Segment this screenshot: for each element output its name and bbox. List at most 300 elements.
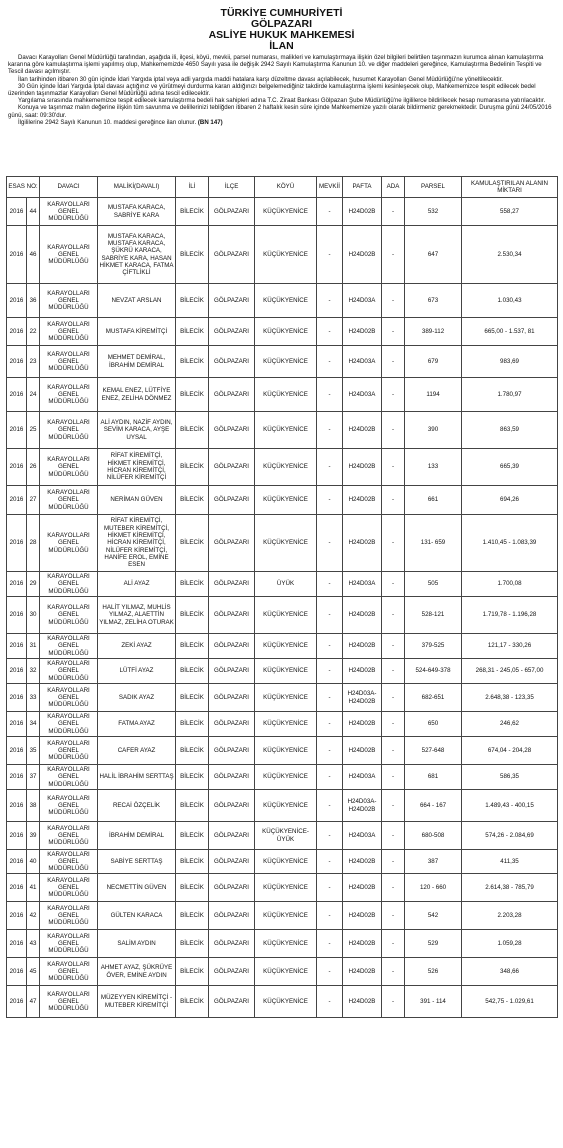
cell-map-sheet: H24D02B <box>343 902 382 930</box>
table-row <box>7 930 558 958</box>
cell-locality: - <box>317 874 343 902</box>
cell-case-no: 35 <box>27 737 40 765</box>
cell-map-sheet: H24D02B <box>343 850 382 874</box>
cell-village: KÜÇÜKYENİCE <box>255 684 317 712</box>
cell-district: GÖLPAZARI <box>209 930 255 958</box>
cell-block: - <box>382 486 405 515</box>
table-row <box>7 572 558 597</box>
cell-parcel: 682-651 <box>405 684 462 712</box>
cell-plaintiff: KARAYOLLARI GENEL MÜDÜRLÜĞÜ <box>40 659 98 684</box>
cell-owner: NECMETTİN GÜVEN <box>98 874 176 902</box>
table-row <box>7 822 558 850</box>
cell-map-sheet: H24D02B <box>343 449 382 486</box>
cell-province: BİLECİK <box>176 198 209 226</box>
cell-area: 1.700,08 <box>462 572 558 597</box>
cell-block: - <box>382 765 405 790</box>
cell-year: 2016 <box>7 284 27 318</box>
cell-locality: - <box>317 822 343 850</box>
cell-map-sheet: H24D02B <box>343 712 382 737</box>
cell-case-no: 26 <box>27 449 40 486</box>
cell-area: 2.530,34 <box>462 226 558 284</box>
cell-area: 348,66 <box>462 958 558 986</box>
cell-plaintiff: KARAYOLLARI GENEL MÜDÜRLÜĞÜ <box>40 412 98 449</box>
cell-province: BİLECİK <box>176 712 209 737</box>
cell-case-no: 31 <box>27 634 40 659</box>
cell-year: 2016 <box>7 659 27 684</box>
cell-village: KÜÇÜKYENİCE <box>255 902 317 930</box>
cell-year: 2016 <box>7 737 27 765</box>
cell-area: 863,59 <box>462 412 558 449</box>
cell-parcel: 524-649-378 <box>405 659 462 684</box>
cell-map-sheet: H24D02B <box>343 659 382 684</box>
cell-year: 2016 <box>7 765 27 790</box>
cell-province: BİLECİK <box>176 930 209 958</box>
cell-province: BİLECİK <box>176 902 209 930</box>
cell-year: 2016 <box>7 318 27 346</box>
cell-case-no: 29 <box>27 572 40 597</box>
cell-owner: MUSTAFA KİREMİTÇİ <box>98 318 176 346</box>
cell-case-no: 28 <box>27 515 40 572</box>
cell-locality: - <box>317 198 343 226</box>
cell-province: BİLECİK <box>176 850 209 874</box>
table-row <box>7 284 558 318</box>
cell-year: 2016 <box>7 572 27 597</box>
expropriation-table <box>6 176 558 1018</box>
cell-locality: - <box>317 378 343 412</box>
cell-map-sheet: H24D02B <box>343 226 382 284</box>
cell-district: GÖLPAZARI <box>209 284 255 318</box>
cell-map-sheet: H24D03A <box>343 284 382 318</box>
cell-block: - <box>382 597 405 634</box>
cell-case-no: 36 <box>27 284 40 318</box>
cell-parcel: 133 <box>405 449 462 486</box>
cell-parcel: 529 <box>405 930 462 958</box>
cell-case-no: 37 <box>27 765 40 790</box>
cell-district: GÖLPAZARI <box>209 412 255 449</box>
cell-village: KÜÇÜKYENİCE <box>255 449 317 486</box>
cell-case-no: 38 <box>27 790 40 822</box>
cell-village: KÜÇÜKYENİCE <box>255 284 317 318</box>
cell-district: GÖLPAZARI <box>209 958 255 986</box>
cell-map-sheet: H24D03A <box>343 572 382 597</box>
cell-area: 674,04 - 204,28 <box>462 737 558 765</box>
cell-parcel: 527-648 <box>405 737 462 765</box>
cell-map-sheet: H24D02B <box>343 486 382 515</box>
cell-owner: MEHMET DEMİRAL, İBRAHİM DEMİRAL <box>98 346 176 378</box>
table-row <box>7 850 558 874</box>
cell-district: GÖLPAZARI <box>209 765 255 790</box>
cell-village: KÜÇÜKYENİCE <box>255 346 317 378</box>
cell-map-sheet: H24D02B <box>343 198 382 226</box>
cell-case-no: 34 <box>27 712 40 737</box>
cell-parcel: 532 <box>405 198 462 226</box>
cell-locality: - <box>317 412 343 449</box>
cell-owner: MÜZEYYEN KİREMİTÇİ - MUTEBER KİREMİTÇİ <box>98 986 176 1018</box>
cell-plaintiff: KARAYOLLARI GENEL MÜDÜRLÜĞÜ <box>40 958 98 986</box>
cell-locality: - <box>317 572 343 597</box>
cell-locality: - <box>317 346 343 378</box>
cell-case-no: 25 <box>27 412 40 449</box>
cell-owner: NEVZAT ARSLAN <box>98 284 176 318</box>
cell-case-no: 32 <box>27 659 40 684</box>
cell-province: BİLECİK <box>176 412 209 449</box>
cell-case-no: 47 <box>27 986 40 1018</box>
table-row <box>7 986 558 1018</box>
table-row <box>7 515 558 572</box>
cell-owner: ALİ AYDIN, NAZİF AYDIN, SEVİM KARACA, AYŞE UYSAL <box>98 412 176 449</box>
table-row <box>7 486 558 515</box>
cell-year: 2016 <box>7 902 27 930</box>
cell-block: - <box>382 318 405 346</box>
cell-village: KÜÇÜKYENİCE <box>255 790 317 822</box>
cell-year: 2016 <box>7 822 27 850</box>
cell-plaintiff: KARAYOLLARI GENEL MÜDÜRLÜĞÜ <box>40 765 98 790</box>
cell-area: 1.489,43 - 400,15 <box>462 790 558 822</box>
cell-block: - <box>382 958 405 986</box>
table-row <box>7 902 558 930</box>
notice-paragraph: Davacı Karayolları Genel Müdürlüğü tarafından, aşağıda ili, ilçesi, köyü, mevkii, parsel numarası, malikleri ve kamulaştırmaya ilişkin özel bilgileri belirtilen taşınmazın kurumca alınan kamulaştırma kararına göre kamulaştırma işlemi yapılmış olup, Mahkememizde 4650 Sayılı yasa ile değişik 2942 Sayılı Kamulaştırma Kanunun 10. ve diğer maddeleri gereğince, Kamulaştırma Bedelinin Tespiti ve Tescil davası açılmıştır. <box>8 54 544 76</box>
cell-plaintiff: KARAYOLLARI GENEL MÜDÜRLÜĞÜ <box>40 572 98 597</box>
cell-plaintiff: KARAYOLLARI GENEL MÜDÜRLÜĞÜ <box>40 597 98 634</box>
cell-year: 2016 <box>7 958 27 986</box>
cell-map-sheet: H24D02B <box>343 986 382 1018</box>
cell-block: - <box>382 378 405 412</box>
cell-block: - <box>382 449 405 486</box>
cell-village: KÜÇÜKYENİCE <box>255 850 317 874</box>
cell-year: 2016 <box>7 226 27 284</box>
cell-case-no: 41 <box>27 874 40 902</box>
cell-area: 1.719,78 - 1.196,28 <box>462 597 558 634</box>
cell-parcel: 505 <box>405 572 462 597</box>
cell-district: GÖLPAZARI <box>209 572 255 597</box>
cell-block: - <box>382 226 405 284</box>
cell-locality: - <box>317 790 343 822</box>
cell-locality: - <box>317 958 343 986</box>
cell-parcel: 379-525 <box>405 634 462 659</box>
table-row <box>7 378 558 412</box>
cell-case-no: 40 <box>27 850 40 874</box>
table-row <box>7 712 558 737</box>
cell-owner: SADIK AYAZ <box>98 684 176 712</box>
cell-province: BİLECİK <box>176 684 209 712</box>
cell-area: 246,62 <box>462 712 558 737</box>
cell-province: BİLECİK <box>176 765 209 790</box>
header-line-republic: TÜRKİYE CUMHURİYETİ <box>220 7 343 19</box>
cell-plaintiff: KARAYOLLARI GENEL MÜDÜRLÜĞÜ <box>40 930 98 958</box>
cell-province: BİLECİK <box>176 874 209 902</box>
cell-parcel: 390 <box>405 412 462 449</box>
cell-year: 2016 <box>7 198 27 226</box>
cell-village: KÜÇÜKYENİCE <box>255 634 317 659</box>
cell-case-no: 46 <box>27 226 40 284</box>
cell-block: - <box>382 515 405 572</box>
notice-header <box>0 0 563 52</box>
cell-parcel: 120 - 660 <box>405 874 462 902</box>
cell-owner: SALİM AYDIN <box>98 930 176 958</box>
cell-locality: - <box>317 765 343 790</box>
cell-map-sheet: H24D02B <box>343 958 382 986</box>
col-header-miktar: KAMULAŞTIRILAN ALANIN MİKTARI <box>462 177 558 198</box>
cell-district: GÖLPAZARI <box>209 318 255 346</box>
cell-block: - <box>382 198 405 226</box>
table-row <box>7 412 558 449</box>
bn-code: (BN 147) <box>197 118 223 126</box>
cell-map-sheet: H24D03A- H24D02B <box>343 684 382 712</box>
cell-owner: MUSTAFA KARACA, MUSTAFA KARACA, ŞÜKRÜ KARACA, SABRİYE KARA, HASAN HİKMET KARACA, FATMA ÇİFTLİKLİ <box>98 226 176 284</box>
cell-owner: FATMA AYAZ <box>98 712 176 737</box>
cell-village: KÜÇÜKYENİCE <box>255 659 317 684</box>
cell-village: KÜÇÜKYENİCE <box>255 515 317 572</box>
cell-district: GÖLPAZARI <box>209 874 255 902</box>
cell-case-no: 24 <box>27 378 40 412</box>
cell-area: 2.203,28 <box>462 902 558 930</box>
cell-village: KÜÇÜKYENİCE <box>255 874 317 902</box>
cell-owner: RECAİ ÖZÇELİK <box>98 790 176 822</box>
cell-parcel: 680-508 <box>405 822 462 850</box>
cell-village: KÜÇÜKYENİCE <box>255 597 317 634</box>
table-row <box>7 318 558 346</box>
cell-year: 2016 <box>7 449 27 486</box>
cell-map-sheet: H24D03A <box>343 378 382 412</box>
cell-area: 1.410,45 - 1.083,39 <box>462 515 558 572</box>
cell-block: - <box>382 284 405 318</box>
table-row <box>7 684 558 712</box>
cell-village: KÜÇÜKYENİCE <box>255 958 317 986</box>
cell-parcel: 131- 659 <box>405 515 462 572</box>
cell-owner: LÜTFİ AYAZ <box>98 659 176 684</box>
cell-locality: - <box>317 902 343 930</box>
cell-area: 983,69 <box>462 346 558 378</box>
cell-village: KÜÇÜKYENİCE <box>255 486 317 515</box>
cell-block: - <box>382 712 405 737</box>
cell-year: 2016 <box>7 874 27 902</box>
cell-area: 1.780,97 <box>462 378 558 412</box>
cell-locality: - <box>317 486 343 515</box>
cell-province: BİLECİK <box>176 449 209 486</box>
table-row <box>7 597 558 634</box>
cell-village: KÜÇÜKYENİCE <box>255 378 317 412</box>
col-header-koy: KÖYÜ <box>255 177 317 198</box>
notice-body <box>0 52 563 126</box>
cell-area: 542,75 - 1.029,61 <box>462 986 558 1018</box>
cell-locality: - <box>317 284 343 318</box>
cell-area: 2.648,38 - 123,35 <box>462 684 558 712</box>
cell-owner: MUSTAFA KARACA, SABRİYE KARA <box>98 198 176 226</box>
cell-plaintiff: KARAYOLLARI GENEL MÜDÜRLÜĞÜ <box>40 378 98 412</box>
cell-year: 2016 <box>7 412 27 449</box>
cell-locality: - <box>317 318 343 346</box>
cell-parcel: 387 <box>405 850 462 874</box>
cell-case-no: 30 <box>27 597 40 634</box>
cell-locality: - <box>317 449 343 486</box>
cell-owner: NERİMAN GÜVEN <box>98 486 176 515</box>
cell-area: 586,35 <box>462 765 558 790</box>
cell-district: GÖLPAZARI <box>209 659 255 684</box>
cell-district: GÖLPAZARI <box>209 226 255 284</box>
cell-year: 2016 <box>7 346 27 378</box>
cell-block: - <box>382 902 405 930</box>
cell-locality: - <box>317 226 343 284</box>
cell-map-sheet: H24D03A- H24D02B <box>343 790 382 822</box>
cell-owner: RİFAT KİREMİTÇİ, MUTEBER KİREMİTÇİ, HİKMET KİREMİTÇİ, HİCRAN KİREMİTÇİ, NİLÜFER KİREMİTÇİ, HANİFE EROL, EMİNE ESEN <box>98 515 176 572</box>
cell-area: 558,27 <box>462 198 558 226</box>
cell-block: - <box>382 822 405 850</box>
cell-case-no: 22 <box>27 318 40 346</box>
cell-province: BİLECİK <box>176 597 209 634</box>
cell-province: BİLECİK <box>176 822 209 850</box>
cell-plaintiff: KARAYOLLARI GENEL MÜDÜRLÜĞÜ <box>40 712 98 737</box>
cell-province: BİLECİK <box>176 486 209 515</box>
cell-owner: ALİ AYAZ <box>98 572 176 597</box>
cell-province: BİLECİK <box>176 634 209 659</box>
col-header-pafta: PAFTA <box>343 177 382 198</box>
cell-village: KÜÇÜKYENİCE <box>255 986 317 1018</box>
col-header-il: İLİ <box>176 177 209 198</box>
cell-province: BİLECİK <box>176 659 209 684</box>
cell-case-no: 27 <box>27 486 40 515</box>
cell-district: GÖLPAZARI <box>209 684 255 712</box>
cell-year: 2016 <box>7 486 27 515</box>
table-row <box>7 958 558 986</box>
cell-village: KÜÇÜKYENİCE <box>255 226 317 284</box>
header-line-district: GÖLPAZARI <box>250 18 313 30</box>
cell-district: GÖLPAZARI <box>209 597 255 634</box>
cell-plaintiff: KARAYOLLARI GENEL MÜDÜRLÜĞÜ <box>40 346 98 378</box>
cell-district: GÖLPAZARI <box>209 486 255 515</box>
cell-owner: HALİL İBRAHİM SERTTAŞ <box>98 765 176 790</box>
cell-locality: - <box>317 659 343 684</box>
table-row <box>7 634 558 659</box>
cell-parcel: 528-121 <box>405 597 462 634</box>
cell-plaintiff: KARAYOLLARI GENEL MÜDÜRLÜĞÜ <box>40 486 98 515</box>
cell-block: - <box>382 412 405 449</box>
table-row <box>7 226 558 284</box>
notice-closing-text: İlgililerine 2942 Sayılı Kanunun 10. maddesi gereğince ilan olunur. <box>18 118 197 126</box>
cell-plaintiff: KARAYOLLARI GENEL MÜDÜRLÜĞÜ <box>40 515 98 572</box>
cell-year: 2016 <box>7 515 27 572</box>
col-header-malik: MALİKİ(DAVALI) <box>98 177 176 198</box>
cell-block: - <box>382 737 405 765</box>
cell-parcel: 650 <box>405 712 462 737</box>
col-header-davaci: DAVACI <box>40 177 98 198</box>
cell-district: GÖLPAZARI <box>209 515 255 572</box>
cell-area: 1.059,28 <box>462 930 558 958</box>
notice-paragraph: Konuya ve taşınmaz malın değerine ilişkin tüm savunma ve delillerinizi tebliğden itibaren 2 haftalık kesin süre içinde Mahkememize yazılı olarak bildirmeniz gerekmektedir. Duruşma günü 24/05/2016 günü, saat: 09:30'dur. <box>8 104 552 119</box>
cell-year: 2016 <box>7 790 27 822</box>
cell-village: ÜYÜK <box>255 572 317 597</box>
cell-province: BİLECİK <box>176 572 209 597</box>
header-line-notice: İLAN <box>269 40 294 52</box>
cell-parcel: 673 <box>405 284 462 318</box>
cell-area: 574,26 - 2.084,69 <box>462 822 558 850</box>
cell-block: - <box>382 659 405 684</box>
table-row <box>7 346 558 378</box>
cell-owner: RİFAT KİREMİTÇİ, HİKMET KİREMİTÇİ, HİCRAN KİREMİTÇİ, NİLÜFER KİREMİTÇİ <box>98 449 176 486</box>
cell-province: BİLECİK <box>176 790 209 822</box>
cell-map-sheet: H24D02B <box>343 515 382 572</box>
cell-map-sheet: H24D02B <box>343 874 382 902</box>
cell-province: BİLECİK <box>176 226 209 284</box>
cell-plaintiff: KARAYOLLARI GENEL MÜDÜRLÜĞÜ <box>40 850 98 874</box>
cell-map-sheet: H24D03A <box>343 765 382 790</box>
cell-district: GÖLPAZARI <box>209 449 255 486</box>
cell-locality: - <box>317 930 343 958</box>
cell-plaintiff: KARAYOLLARI GENEL MÜDÜRLÜĞÜ <box>40 874 98 902</box>
cell-district: GÖLPAZARI <box>209 378 255 412</box>
cell-block: - <box>382 346 405 378</box>
cell-province: BİLECİK <box>176 986 209 1018</box>
table-row <box>7 874 558 902</box>
cell-district: GÖLPAZARI <box>209 634 255 659</box>
cell-village: KÜÇÜKYENİCE- ÜYÜK <box>255 822 317 850</box>
cell-province: BİLECİK <box>176 318 209 346</box>
cell-parcel: 647 <box>405 226 462 284</box>
cell-parcel: 661 <box>405 486 462 515</box>
cell-owner: CAFER AYAZ <box>98 737 176 765</box>
notice-paragraph: 30 Gün içinde İdari Yargıda İptal davası açtığınız ve yürütmeyi durdurma kararı aldığınızı belgelemediğiniz takdirde kamulaştırma işlemi kesinleşecek olup, Mahkememizce tespit edilecek bedel üzerinden taşınmazlar Karayolları Genel Müdürlüğü adına tescil edilecektir. <box>8 82 536 98</box>
cell-block: - <box>382 684 405 712</box>
cell-locality: - <box>317 684 343 712</box>
cell-parcel: 542 <box>405 902 462 930</box>
cell-district: GÖLPAZARI <box>209 822 255 850</box>
cell-locality: - <box>317 986 343 1018</box>
cell-year: 2016 <box>7 930 27 958</box>
cell-locality: - <box>317 634 343 659</box>
cell-district: GÖLPAZARI <box>209 346 255 378</box>
cell-village: KÜÇÜKYENİCE <box>255 318 317 346</box>
cell-area: 2.614,38 - 785,79 <box>462 874 558 902</box>
cell-village: KÜÇÜKYENİCE <box>255 737 317 765</box>
table-body <box>7 198 558 1018</box>
cell-map-sheet: H24D02B <box>343 737 382 765</box>
cell-block: - <box>382 572 405 597</box>
cell-map-sheet: H24D02B <box>343 318 382 346</box>
cell-district: GÖLPAZARI <box>209 986 255 1018</box>
cell-case-no: 43 <box>27 930 40 958</box>
cell-map-sheet: H24D03A <box>343 346 382 378</box>
cell-area: 268,31 - 245,05 - 657,00 <box>462 659 558 684</box>
cell-area: 121,17 - 330,26 <box>462 634 558 659</box>
cell-owner: İBRAHİM DEMİRAL <box>98 822 176 850</box>
cell-village: KÜÇÜKYENİCE <box>255 930 317 958</box>
notice-paragraph: Yargılama sırasında mahkememizce tespit edilecek kamulaştırma bedeli hak sahipleri adına T.C. Ziraat Bankası Gölpazarı Şube Müdürlüğü'ne ilgililerce bildirilecek hesap numarasına yatırılacaktır. <box>18 97 546 105</box>
cell-year: 2016 <box>7 712 27 737</box>
cell-block: - <box>382 986 405 1018</box>
table-header-row <box>7 177 558 198</box>
notice-paragraph-last <box>8 119 557 126</box>
notice-paragraph: İlan tarihinden itibaren 30 gün içinde İdari Yargıda iptal veya adli yargıda maddi hatalara karşı düzeltme davası açılabilecek, husumet Karayolları Genel Müdürlüğü'ne yöneltilecektir. <box>18 75 503 83</box>
cell-parcel: 681 <box>405 765 462 790</box>
cell-district: GÖLPAZARI <box>209 712 255 737</box>
cell-case-no: 23 <box>27 346 40 378</box>
cell-block: - <box>382 930 405 958</box>
col-header-mevki: MEVKİİ <box>317 177 343 198</box>
cell-case-no: 44 <box>27 198 40 226</box>
cell-owner: ZEKİ AYAZ <box>98 634 176 659</box>
cell-parcel: 679 <box>405 346 462 378</box>
cell-plaintiff: KARAYOLLARI GENEL MÜDÜRLÜĞÜ <box>40 226 98 284</box>
cell-parcel: 526 <box>405 958 462 986</box>
cell-plaintiff: KARAYOLLARI GENEL MÜDÜRLÜĞÜ <box>40 284 98 318</box>
cell-plaintiff: KARAYOLLARI GENEL MÜDÜRLÜĞÜ <box>40 790 98 822</box>
cell-locality: - <box>317 850 343 874</box>
cell-parcel: 1194 <box>405 378 462 412</box>
cell-parcel: 664 - 167 <box>405 790 462 822</box>
cell-plaintiff: KARAYOLLARI GENEL MÜDÜRLÜĞÜ <box>40 902 98 930</box>
cell-plaintiff: KARAYOLLARI GENEL MÜDÜRLÜĞÜ <box>40 737 98 765</box>
cell-block: - <box>382 634 405 659</box>
cell-year: 2016 <box>7 684 27 712</box>
